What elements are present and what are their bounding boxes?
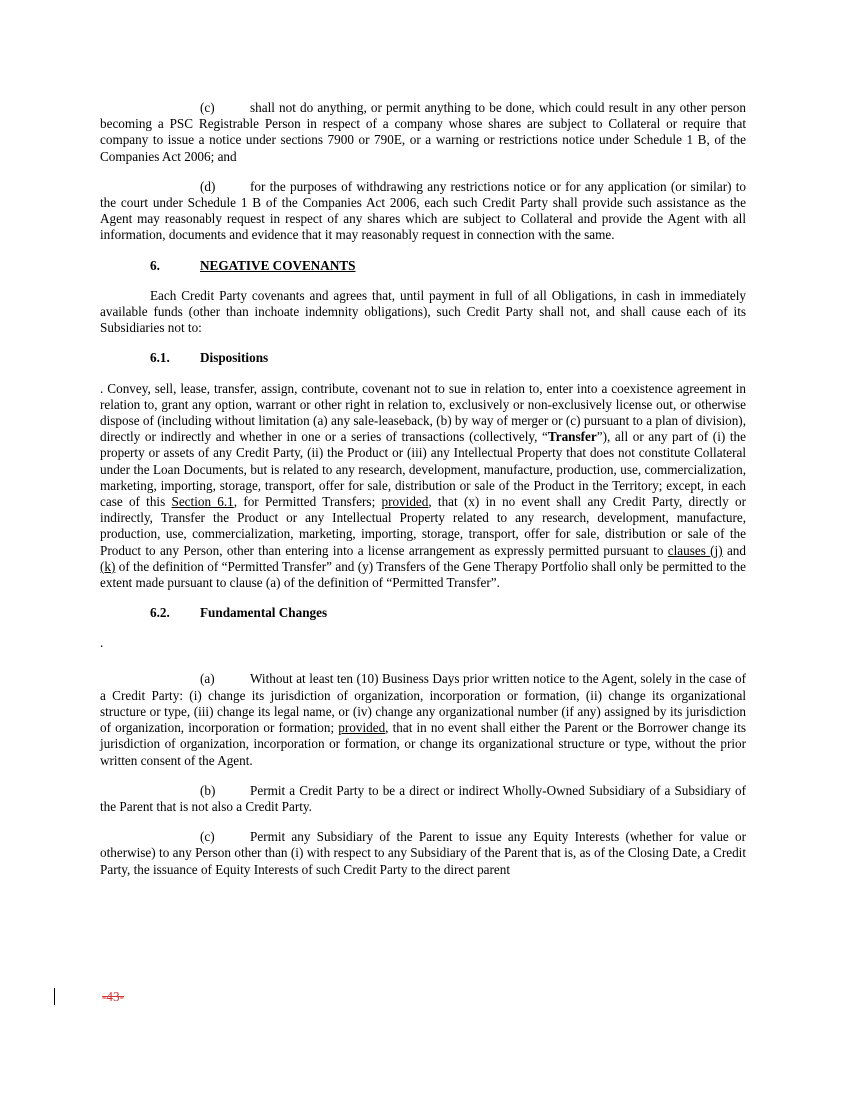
paragraph-6-2-b [100,783,746,815]
document-page [100,100,746,892]
section-6-heading [100,258,746,274]
section-number: 6. [150,257,160,273]
proviso-term: provided [381,494,429,510]
section-number: 6.2. [150,605,170,621]
change-bar [54,988,55,1005]
page-number: -43- [102,989,124,1004]
text-run: , that in no event shall either the Parent or the Borrower change its jurisdiction of organization, incorporation or formation, or change its organizational structure or type, without the prior written consent of the Agent. [100,720,747,768]
item-label: (b) [200,782,216,798]
item-label: (c) [200,100,215,115]
section-6-intro: Each Credit Party covenants and agrees that, until payment in full of all Obligations, in cash in immediately available funds (other than inchoate indemnity obligations), such Credit Party shall not, and shall cause each of its Subsidiaries not to: [100,287,746,336]
text-run: ”), all or any part of (i) the property or assets of any Credit Party, (ii) the Product or (iii) any Intellectual Property that does not constitute Collateral under the Loan Documents, but is related to any research, development, manufacture, production, use, commercialization, marketing, importing, storage, transport, offer for sale, distribution or sale of the Product in the Territory; except, in each case of this [100,429,746,510]
item-label: (a) [200,671,215,687]
section-6-1-body [100,381,746,592]
text-run: of the definition of “Permitted Transfer” and (y) Transfers of the Gene Therapy Portfolio shall only be permitted to the extent made pursuant to clause (a) of the definition of “Permitted Transfer”. [100,558,746,591]
section-title: Fundamental Changes [200,605,328,621]
section-title: NEGATIVE COVENANTS [200,257,356,273]
paragraph-text: for the purposes of withdrawing any restrictions notice or for any application (or similar) to the court under Schedule 1 B of the Companies Act 2006, each such Credit Party shall provide such assistance as the Agent may reasonably request in respect of any shares which are subject to Collateral and provide the Agent with all information, documents and evidence that it may reasonably request in connection with the same. [100,178,746,243]
defined-term: Transfer [547,429,597,445]
clause-reference: clauses (j) [667,542,723,558]
text-run: , for Permitted Transfers; [233,494,382,510]
stray-period: . [100,635,104,651]
text-run: and [722,542,746,558]
paragraph-6-2-c [100,829,746,878]
text-run: Permit any Subsidiary of the Parent to issue any Equity Interests (whether for value or otherwise) to any Person other than (i) with respect to any Subsidiary of the Parent that is, as of the Closing Date, a Credit Party, the issuance of Equity Interests of such Credit Party to the direct parent [100,829,746,877]
text-run: Permit a Credit Party to be a direct or indirect Wholly-Owned Subsidiary of a Subsidiary of the Parent that is not also a Credit Party. [100,782,746,814]
paragraph-6-2-a [100,671,746,768]
section-6-2-heading [100,605,746,621]
clause-reference: (k) [100,558,116,574]
item-label: (c) [200,829,215,845]
section-reference: Section 6.1 [171,494,234,510]
section-number: 6.1. [150,350,170,366]
paragraph-c [100,100,746,165]
paragraph-text: shall not do anything, or permit anything to be done, which could result in any other person becoming a PSC Registrable Person in respect of a company whose shares are subject to Collateral or require that company to issue a notice under sections 7900 or 790E, or a warning or restrictions notice under Schedule 1 B, of the Companies Act 2006; and [100,100,746,164]
section-title: Dispositions [200,350,269,366]
proviso-term: provided [338,720,386,736]
paragraph-d [100,179,746,244]
text-run: . Convey, sell, lease, transfer, assign, contribute, covenant not to sue in relation to, enter into a coexistence agreement in relation to, grant any option, warrant or other right in relation to, exclusively or non-exclusively license out, or otherwise dispose of (including without limitation (a) any sale-leaseback, (b) by way of merger or (c) pursuant to a plan of division), directly or indirectly and whether in one or a series of transactions (collectively, “ [100,380,746,445]
text-run: , that (x) in no event shall any Credit Party, directly or indirectly, Transfer the Product or any Intellectual Property related to any research, development, manufacture, production, use, commercialization, marketing, importing, storage, transport, offer for sale, distribution or sale of the Product to any Person, other than entering into a license arrangement as expressly permitted pursuant to [100,494,746,558]
section-6-1-heading [100,350,746,366]
text-run: Without at least ten (10) Business Days prior written notice to the Agent, solely in the case of a Credit Party: (i) change its jurisdiction of organization, incorporation or formation, (ii) change its organizational structure or type, (iii) change its legal name, or (iv) change any organizational number (if any) assigned by its jurisdiction of organization, incorporation or formation; [100,671,746,736]
item-label: (d) [200,178,216,194]
